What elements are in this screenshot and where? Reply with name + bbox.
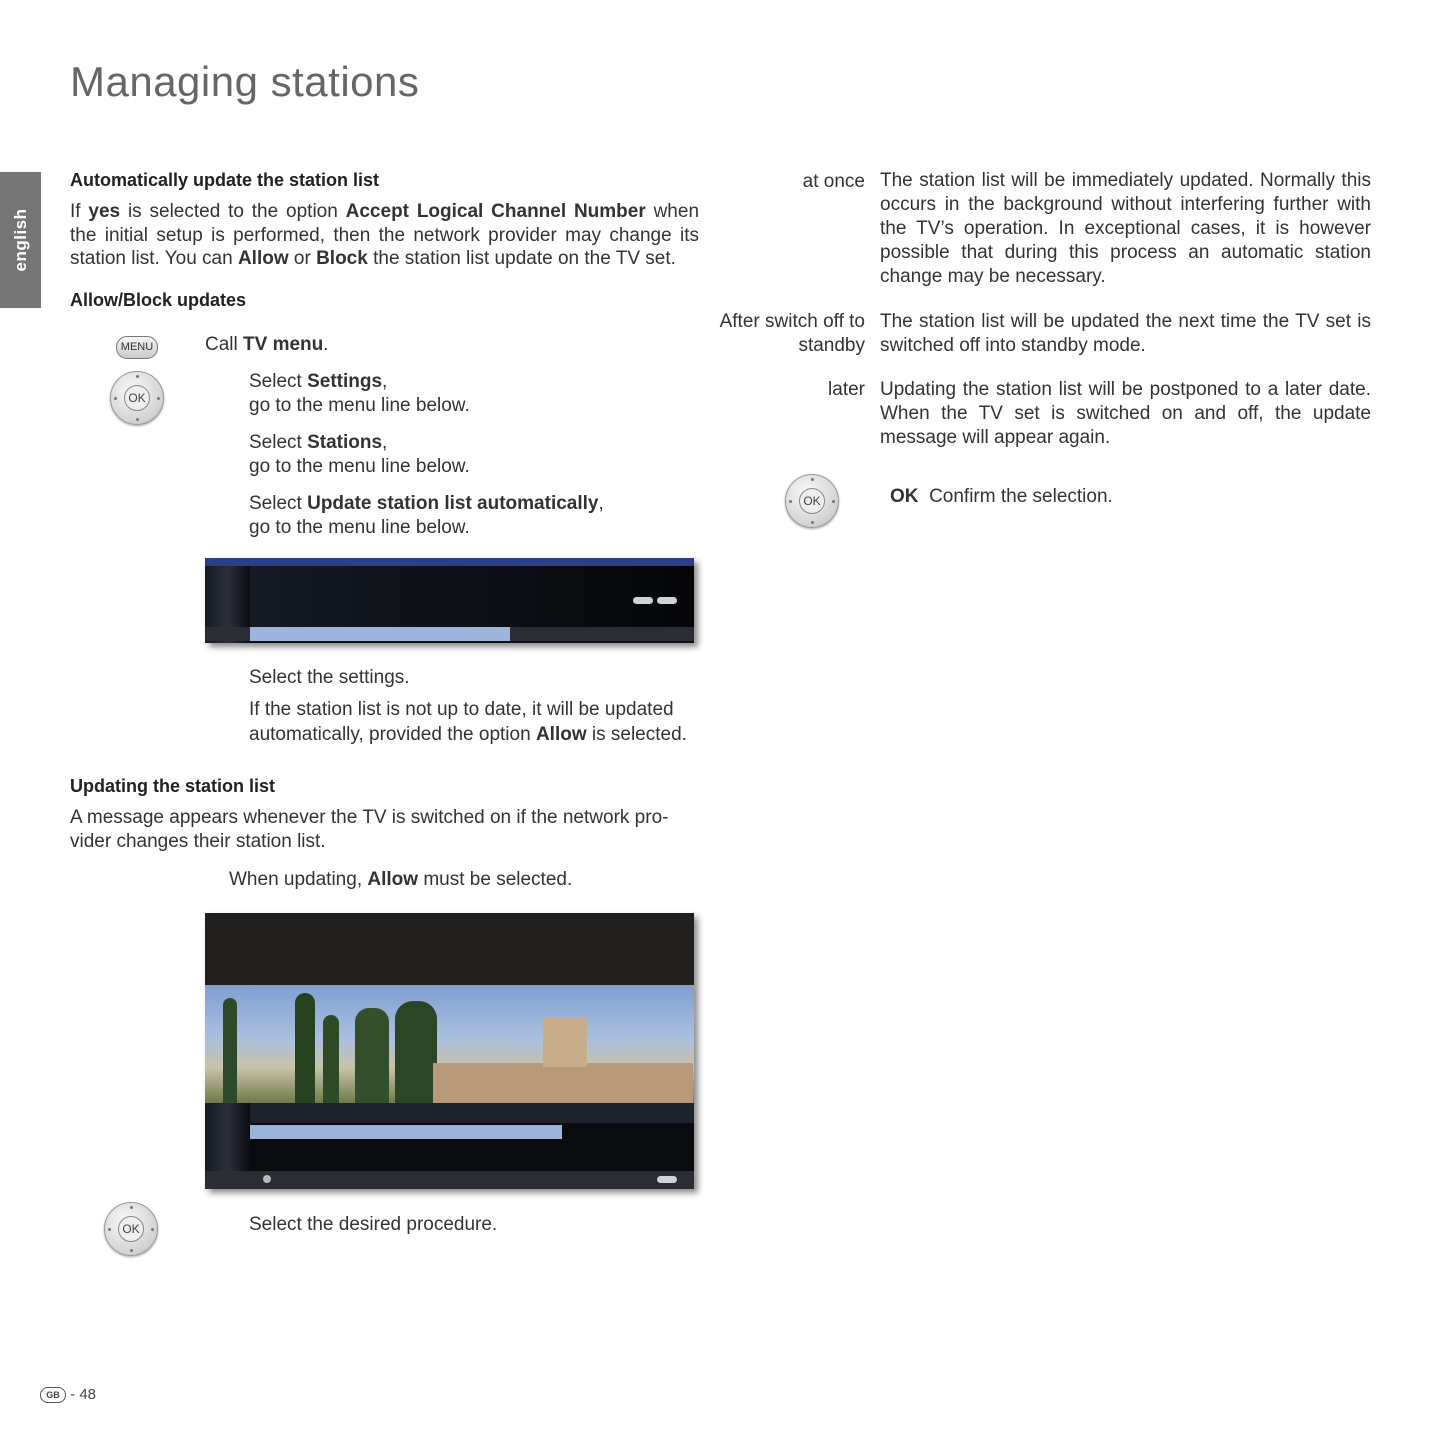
tv-update-message-screenshot	[205, 913, 694, 1189]
ok-navigation-icon: OK	[110, 371, 164, 425]
option-text-later: Updating the station list will be postponed to a later date. When the TV set is switched on and off, the update message will appear again.	[880, 379, 1371, 448]
option-label-at-once: at once	[802, 171, 865, 192]
ok-navigation-icon-3: OK	[785, 474, 839, 528]
option-label-after-switch-off: After switch off to standby	[719, 311, 865, 356]
language-tab	[0, 172, 41, 308]
tv-menu-screenshot	[205, 558, 694, 643]
auto-update-paragraph: If yes is selected to the option Accept Logical Channel Number when the initial setup is performed, then the network provider may change its station list. You can Allow or Block the station list update on the TV set.	[70, 201, 700, 269]
not-up-to-date-text: If the station list is not up to date, it will be updated automatically, provided the option Allow is selected.	[249, 699, 687, 745]
ok-navigation-icon-2: OK	[104, 1202, 158, 1256]
confirm-selection	[890, 485, 1113, 509]
select-procedure-text: Select the desired procedure.	[249, 1214, 498, 1235]
step-stations: Select Stations, go to the menu line below.	[249, 432, 470, 477]
page-footer	[40, 1386, 96, 1403]
step-settings: Select Settings, go to the menu line below.	[249, 371, 470, 416]
section-heading-updating: Updating the station list	[70, 776, 275, 796]
option-text-at-once: The station list will be immediately updated. Normally this occurs in the background without interfering further with the TV’s operation. In exceptional cases, it is however possible that during this process an automatic station change may be necessary.	[880, 170, 1371, 287]
gb-badge-icon: GB	[40, 1387, 66, 1403]
menu-button-icon: MENU	[116, 336, 158, 359]
page-number: - 48	[70, 1386, 97, 1403]
menu-steps	[249, 370, 604, 539]
call-tv-menu-step: Call TV menu.	[205, 334, 329, 355]
section-heading-auto-update: Automatically update the station list	[70, 170, 380, 190]
section-heading-allow-block: Allow/Block updates	[70, 290, 247, 310]
select-settings-text: Select the settings.	[249, 667, 410, 688]
step-update-automatically: Select Update station list automatically, go to the menu line below.	[249, 493, 604, 538]
updating-paragraph: A message appears whenever the TV is switched on if the network pro-vider changes their station list.	[70, 807, 669, 852]
page-title: Managing stations	[70, 58, 420, 105]
confirm-key: OK	[890, 486, 919, 507]
option-text-after-switch-off: The station list will be updated the next time the TV set is switched off into standby mode.	[880, 311, 1371, 356]
language-tab-label: english	[10, 208, 30, 272]
option-label-later: later	[828, 379, 865, 400]
confirm-text: Confirm the selection.	[929, 486, 1113, 507]
when-updating-text: When updating, Allow must be selected.	[229, 869, 573, 890]
